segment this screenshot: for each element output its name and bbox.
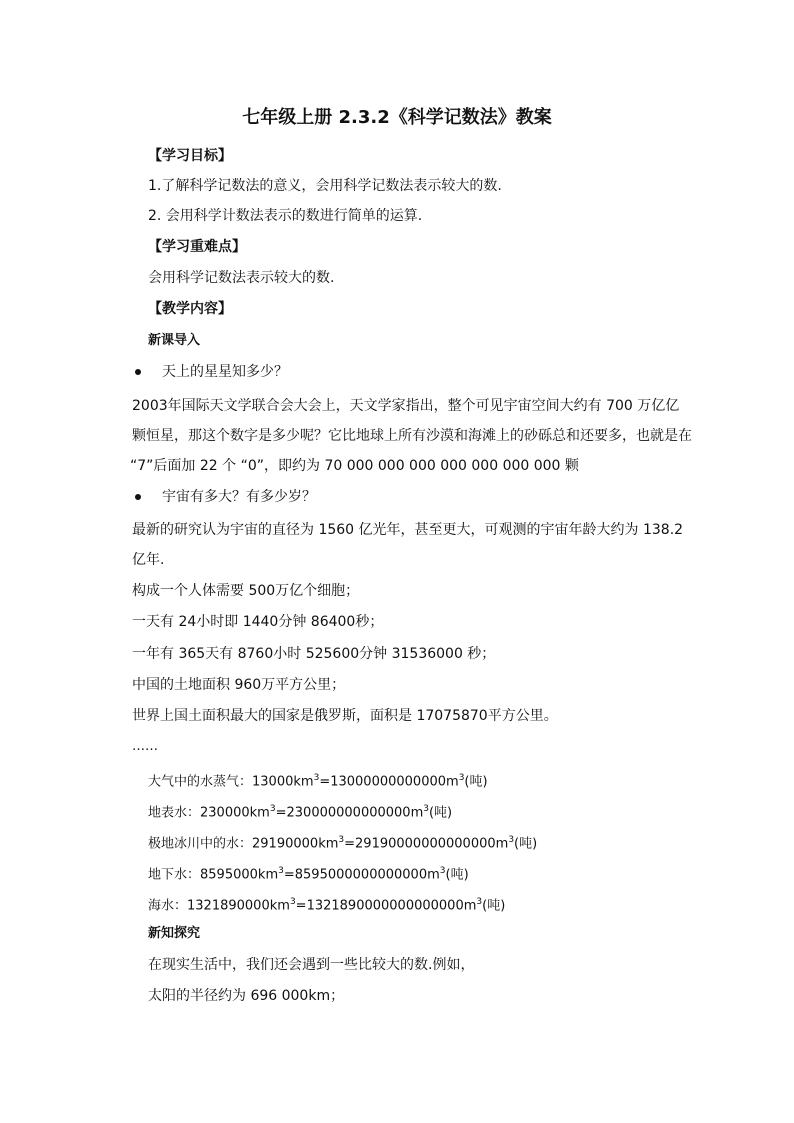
fact-line: 一天有 24小时即 1440分钟 86400秒； (132, 614, 384, 630)
fact-line: 中国的土地面积 960万平方公里； (132, 677, 346, 693)
universe-paragraph-line-1: 最新的研究认为宇宙的直径为 1560 亿光年，甚至更大，可观测的宇宙年龄大约为 138.2 (132, 522, 684, 538)
fact-line: 构成一个人体需要 500万亿个细胞； (132, 583, 360, 599)
content-heading: 【教学内容】 (148, 301, 232, 317)
universe-paragraph-line-2: 亿年. (132, 552, 165, 568)
fact-line: 一年有 365天有 8760小时 525600分钟 31536000 秒； (132, 646, 496, 662)
stars-question: 天上的星星知多少？ (162, 364, 288, 380)
key-point-text: 会用科学记数法表示较大的数. (148, 270, 335, 286)
explore-line-1: 在现实生活中，我们还会遇到一些比较大的数.例如， (148, 957, 475, 973)
objective-2: 2. 会用科学计数法表示的数进行简单的运算. (148, 208, 423, 224)
bullet-icon (135, 369, 141, 375)
water-label: 地表水： (148, 805, 201, 821)
universe-question: 宇宙有多大？有多少岁？ (162, 489, 316, 505)
water-line: 海水：$1321890000km^3=1321890000000000000m^3$(吨) (148, 897, 506, 914)
water-line: 极地冰川中的水：$29190000km^3=29190000000000000m^3$(吨) (148, 835, 538, 852)
stars-paragraph-line-1: 2003年国际天文学联合会大会上，天文学家指出，整个可见宇宙空间大约有 700 万亿亿 (132, 398, 680, 414)
stars-paragraph-line-3: “7”后面加 22 个 “0”，即约为 70 000 000 000 000 000 000 000 颗 (130, 458, 579, 474)
water-label: 大气中的水蒸气： (148, 774, 253, 790)
objective-1: 1.了解科学记数法的意义，会用科学记数法表示较大的数. (148, 178, 502, 194)
intro-heading: 新课导入 (148, 333, 201, 348)
explore-line-2: 太阳的半径约为 696 000km； (148, 988, 345, 1004)
water-line: 大气中的水蒸气：$13000km^3=13000000000000m^3$(吨) (148, 773, 488, 790)
fact-line: 世界上国土面积最大的国家是俄罗斯，面积是 17075870平方公里。 (132, 708, 558, 724)
water-label: 极地冰川中的水： (148, 836, 253, 852)
water-line: 地下水：$8595000km^3=8595000000000000m^3$(吨) (148, 866, 469, 883)
water-line: 地表水：$230000km^3=230000000000000m^3$(吨) (148, 804, 453, 821)
explore-heading: 新知探究 (148, 926, 201, 941)
ellipsis: …… (132, 739, 158, 754)
objectives-heading: 【学习目标】 (148, 148, 232, 164)
bullet-icon (135, 494, 141, 500)
key-points-heading: 【学习重难点】 (148, 239, 246, 255)
document-title: 七年级上册 2.3.2《科学记数法》教案 (242, 107, 552, 128)
stars-paragraph-line-2: 颗恒星，那这个数字是多少呢？它比地球上所有沙漠和海滩上的砂砾总和还要多，也就是在 (132, 428, 692, 444)
water-label: 地下水： (148, 867, 201, 883)
water-label: 海水： (148, 898, 188, 914)
